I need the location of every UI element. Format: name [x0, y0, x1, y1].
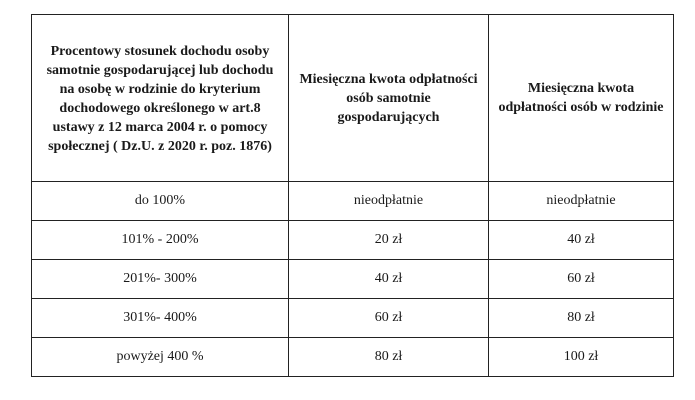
cell-single-fee: 20 zł — [289, 221, 489, 260]
cell-single-fee: nieodpłatnie — [289, 182, 489, 221]
cell-income-range: 201%- 300% — [32, 260, 289, 299]
cell-single-fee: 40 zł — [289, 260, 489, 299]
cell-family-fee: 80 zł — [489, 299, 674, 338]
header-family-fee: Miesięczna kwota odpłatności osób w rodzinie — [489, 15, 674, 182]
cell-income-range: 301%- 400% — [32, 299, 289, 338]
table-row — [32, 299, 674, 338]
cell-family-fee: nieodpłatnie — [489, 182, 674, 221]
table-row — [32, 221, 674, 260]
table-row — [32, 338, 674, 377]
cell-single-fee: 60 zł — [289, 299, 489, 338]
cell-family-fee: 60 zł — [489, 260, 674, 299]
cell-family-fee: 40 zł — [489, 221, 674, 260]
cell-family-fee: 100 zł — [489, 338, 674, 377]
cell-single-fee: 80 zł — [289, 338, 489, 377]
header-row — [32, 15, 674, 182]
cell-income-range: powyżej 400 % — [32, 338, 289, 377]
cell-income-range: 101% - 200% — [32, 221, 289, 260]
cell-income-range: do 100% — [32, 182, 289, 221]
header-single-fee: Miesięczna kwota odpłatności osób samotnie gospodarujących — [289, 15, 489, 182]
fee-table — [31, 14, 674, 377]
table-row — [32, 260, 674, 299]
table-row — [32, 182, 674, 221]
header-income-ratio: Procentowy stosunek dochodu osoby samotnie gospodarującej lub dochodu na osobę w rodzinie do kryterium dochodowego określonego w art.8 ustawy z 12 marca 2004 r. o pomocy społecznej ( Dz.U. z 2020 r. poz. 1876) — [32, 15, 289, 182]
